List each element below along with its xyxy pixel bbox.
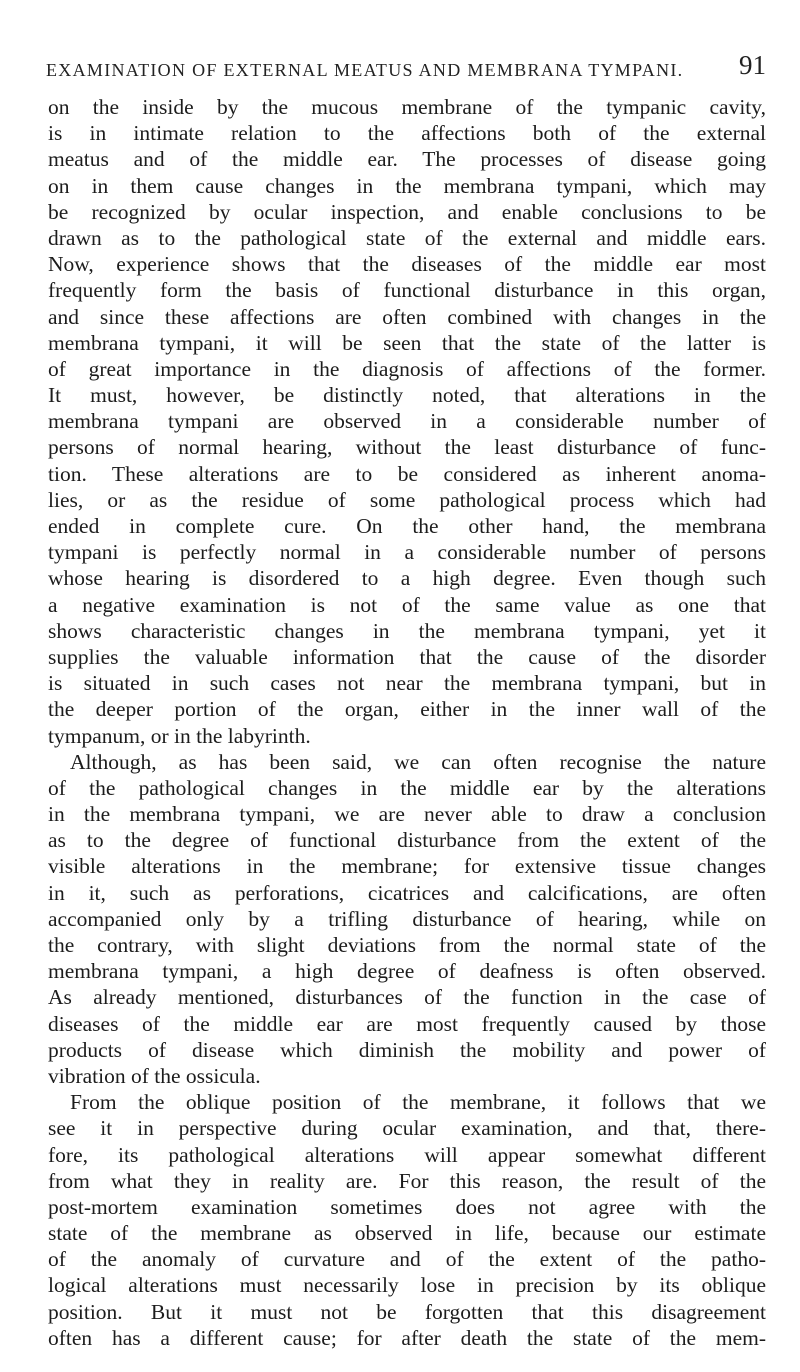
text-line: vibration of the ossicula. [48, 1063, 261, 1088]
paragraph [48, 94, 766, 749]
text-line: see it in perspective during ocular examination, and that, there- [48, 1116, 766, 1141]
text-line: a negative examination is not of the same value as one that [48, 592, 766, 617]
text-line: frequently form the basis of functional disturbance in this organ, [48, 278, 766, 303]
text-line: often has a different cause; for after death the state of the mem- [48, 1325, 766, 1350]
text-line: from what they in reality are. For this reason, the result of the [48, 1168, 766, 1193]
text-line: As already mentioned, disturbances of the function in the case of [48, 985, 766, 1010]
text-line: membrana tympani, a high degree of deafness is often observed. [48, 959, 766, 984]
running-head [46, 50, 766, 84]
running-title: EXAMINATION OF EXTERNAL MEATUS AND MEMBRANA TYMPANI. [46, 60, 684, 80]
text-line: in it, such as perforations, cicatrices and calcifications, are often [48, 880, 766, 905]
text-line: is situated in such cases not near the membrana tympani, but in [48, 671, 766, 696]
page-number: 91 [739, 50, 766, 80]
text-line: fore, its pathological alterations will appear somewhat different [48, 1142, 766, 1167]
text-line: tympanum, or in the labyrinth. [48, 723, 311, 748]
text-line: and since these affections are often combined with changes in the [48, 304, 766, 329]
text-line: membrana tympani, it will be seen that the state of the latter is [48, 330, 766, 355]
text-line: of great importance in the diagnosis of affections of the former. [48, 356, 766, 381]
text-line: accompanied only by a trifling disturbance of hearing, while on [48, 906, 766, 931]
text-line: Now, experience shows that the diseases of the middle ear most [48, 252, 766, 277]
text-line: of the pathological changes in the middle ear by the alterations [48, 775, 766, 800]
text-line: drawn as to the pathological state of the external and middle ears. [48, 225, 766, 250]
text-line: visible alterations in the membrane; for extensive tissue changes [48, 854, 766, 879]
text-line: supplies the valuable information that the cause of the disorder [48, 644, 766, 669]
text-line: on in them cause changes in the membrana tympani, which may [48, 173, 766, 198]
text-line: ended in complete cure. On the other hand, the membrana [48, 514, 766, 538]
text-line: on the inside by the mucous membrane of the tympanic cavity, [48, 95, 766, 119]
paragraph [48, 1089, 766, 1351]
text-line: lies, or as the residue of some pathological process which had [48, 487, 766, 512]
text-line: is in intimate relation to the affections both of the external [48, 121, 766, 146]
text-line: in the membrana tympani, we are never able to draw a conclusion [48, 802, 766, 827]
text-line: post-mortem examination sometimes does not agree with the [48, 1194, 766, 1219]
text-line: tympani is perfectly normal in a considerable number of persons [48, 540, 766, 565]
text-line: membrana tympani are observed in a considerable number of [48, 409, 766, 434]
text-line: position. But it must not be forgotten that this disagreement [48, 1299, 766, 1324]
text-line: From the oblique position of the membrane, it follows that we [70, 1090, 766, 1115]
text-line: of the anomaly of curvature and of the extent of the patho- [48, 1247, 766, 1272]
text-line: be recognized by ocular inspection, and enable conclusions to be [48, 199, 766, 224]
text-line: the contrary, with slight deviations from the normal state of the [48, 933, 766, 957]
text-line: as to the degree of functional disturbance from the extent of the [48, 828, 766, 853]
text-line: shows characteristic changes in the membrana tympani, yet it [48, 618, 766, 643]
text-line: It must, however, be distinctly noted, that alterations in the [48, 383, 766, 408]
text-line: state of the membrane as observed in life, because our estimate [48, 1221, 766, 1246]
paragraph [48, 749, 766, 1089]
body-text [48, 94, 766, 1351]
text-line: persons of normal hearing, without the least disturbance of func- [48, 435, 766, 460]
text-line: diseases of the middle ear are most frequently caused by those [48, 1011, 766, 1036]
text-line: Although, as has been said, we can often recognise the nature [70, 749, 766, 774]
text-line: tion. These alterations are to be considered as inherent anoma- [48, 461, 766, 486]
text-line: whose hearing is disordered to a high degree. Even though such [48, 566, 766, 591]
text-line: logical alterations must necessarily lose in precision by its oblique [48, 1273, 766, 1298]
text-line: products of disease which diminish the mobility and power of [48, 1037, 766, 1062]
text-line: meatus and of the middle ear. The processes of disease going [48, 147, 766, 172]
text-line: the deeper portion of the organ, either in the inner wall of the [48, 697, 766, 722]
